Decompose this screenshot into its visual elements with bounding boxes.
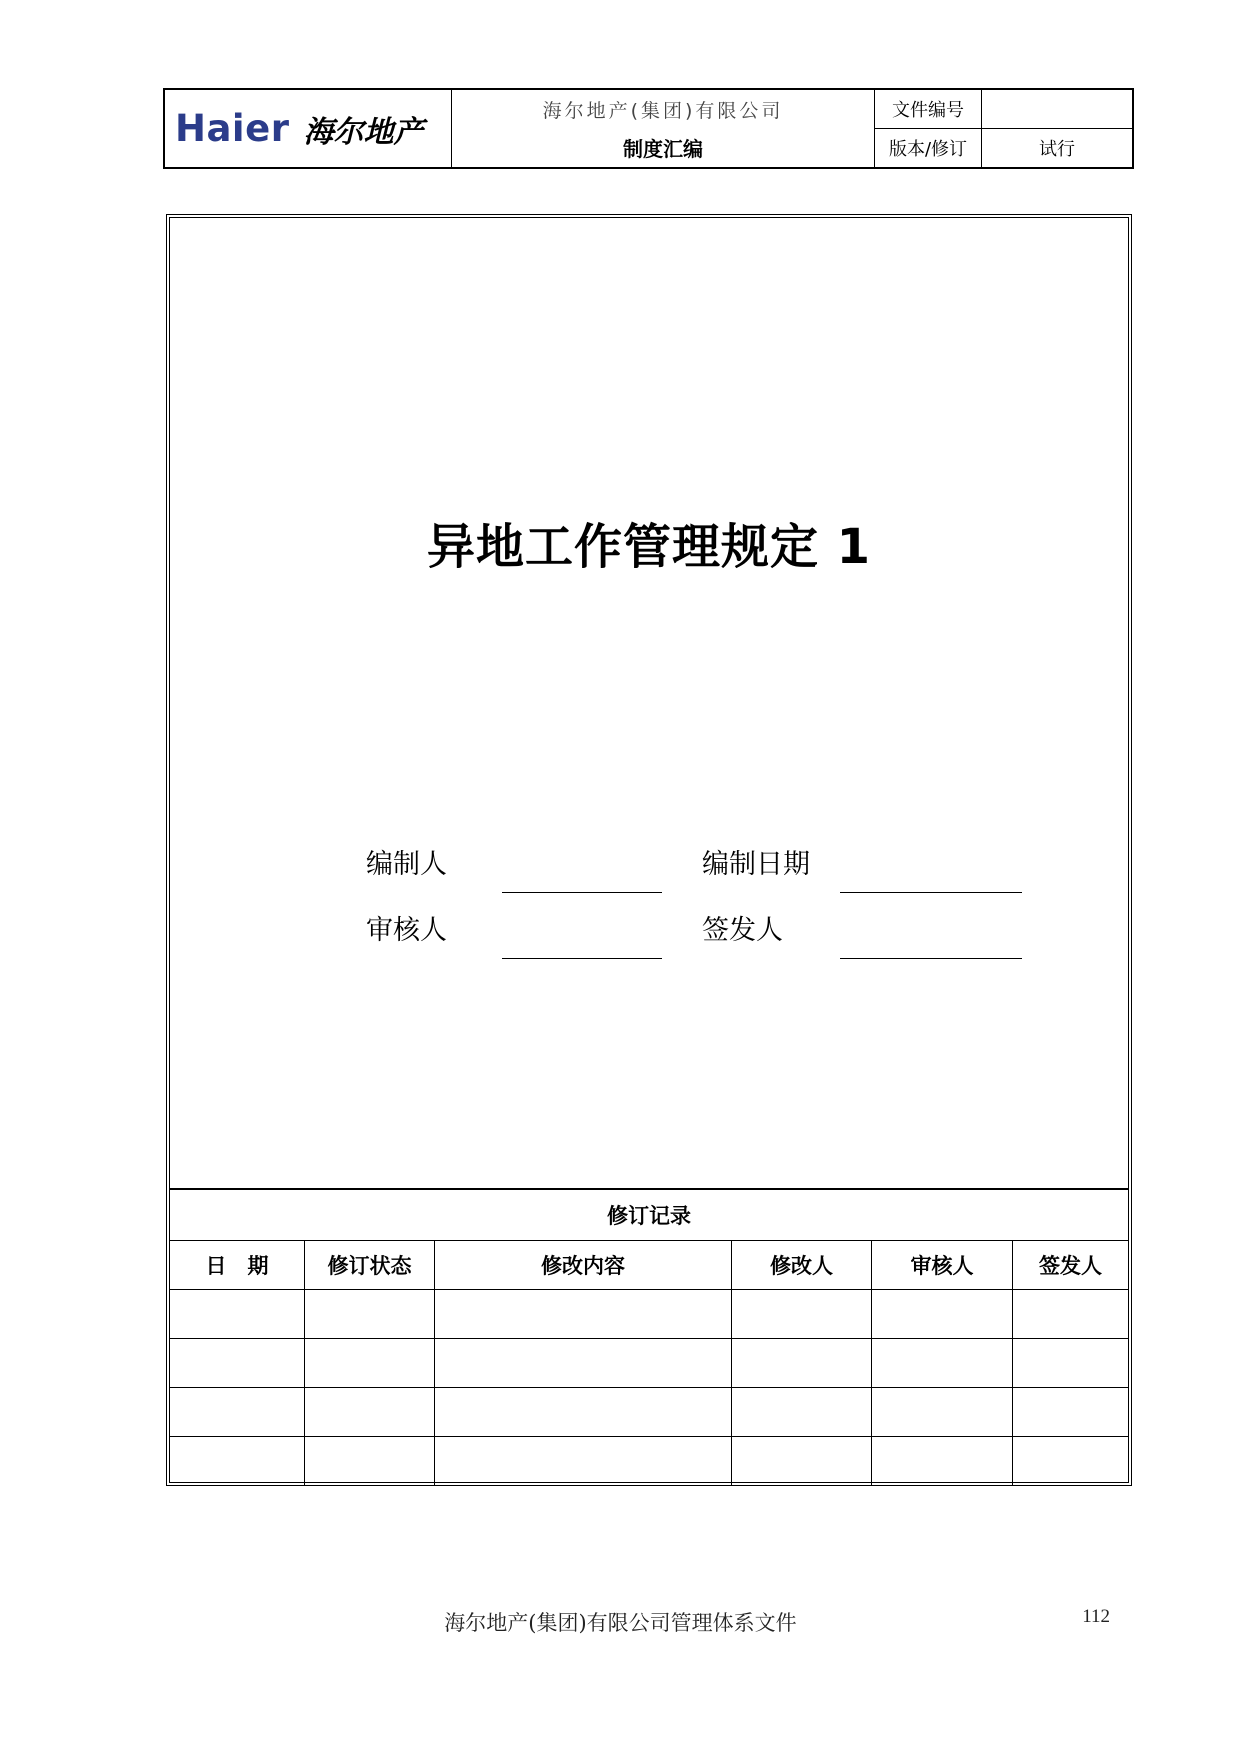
- meta-key: 版本/修订: [875, 129, 982, 167]
- column-header-change-content: 修改内容: [435, 1241, 732, 1290]
- prepared-by-label: 编制人: [366, 849, 447, 880]
- page-number: 112: [1082, 1606, 1110, 1627]
- prepared-date-line[interactable]: [840, 892, 1022, 893]
- header-meta: [875, 90, 1132, 167]
- header-subtitle: 制度汇编: [623, 136, 703, 161]
- document-header: [163, 88, 1134, 169]
- table-cell[interactable]: [305, 1290, 435, 1339]
- table-cell[interactable]: [1013, 1290, 1128, 1339]
- meta-row-version: [875, 128, 1132, 167]
- meta-value: [982, 90, 1132, 128]
- table-cell[interactable]: [305, 1388, 435, 1437]
- table-cell[interactable]: [170, 1290, 305, 1339]
- issued-by-line[interactable]: [840, 958, 1022, 959]
- revision-grid: [170, 1241, 1128, 1486]
- footer-text: 海尔地产(集团)有限公司管理体系文件: [444, 1611, 797, 1635]
- company-logo: [165, 90, 452, 167]
- column-header-date: 日 期: [170, 1241, 305, 1290]
- table-cell[interactable]: [872, 1339, 1013, 1388]
- table-cell[interactable]: [305, 1339, 435, 1388]
- table-cell[interactable]: [435, 1437, 732, 1486]
- logo-text-cn: 海尔地产: [303, 114, 424, 150]
- column-header-modifier: 修改人: [732, 1241, 872, 1290]
- logo-text-en: Haier: [175, 107, 290, 150]
- column-header-reviewer: 审核人: [872, 1241, 1013, 1290]
- table-cell[interactable]: [732, 1290, 872, 1339]
- table-cell[interactable]: [872, 1437, 1013, 1486]
- table-cell[interactable]: [170, 1339, 305, 1388]
- table-cell[interactable]: [305, 1437, 435, 1486]
- cover-frame: [166, 214, 1132, 1486]
- document-title: 异地工作管理规定 1: [426, 519, 872, 575]
- header-title-block: [452, 90, 875, 167]
- table-cell[interactable]: [435, 1290, 732, 1339]
- table-cell[interactable]: [1013, 1437, 1128, 1486]
- revision-record-table: [170, 1188, 1128, 1482]
- prepared-date-label: 编制日期: [702, 849, 810, 880]
- table-cell[interactable]: [872, 1290, 1013, 1339]
- issued-by-label: 签发人: [702, 915, 783, 946]
- column-header-issuer: 签发人: [1013, 1241, 1128, 1290]
- table-cell[interactable]: [1013, 1388, 1128, 1437]
- reviewed-by-label: 审核人: [366, 915, 447, 946]
- meta-key: 文件编号: [875, 90, 982, 128]
- table-cell[interactable]: [872, 1388, 1013, 1437]
- revision-record-title: 修订记录: [170, 1190, 1128, 1241]
- reviewed-by-line[interactable]: [502, 958, 662, 959]
- table-cell[interactable]: [732, 1339, 872, 1388]
- column-header-revision-status: 修订状态: [305, 1241, 435, 1290]
- table-cell[interactable]: [1013, 1339, 1128, 1388]
- meta-row-file-number: [875, 90, 1132, 128]
- table-cell[interactable]: [435, 1388, 732, 1437]
- prepared-by-line[interactable]: [502, 892, 662, 893]
- company-name: 海尔地产(集团)有限公司: [542, 99, 784, 122]
- table-cell[interactable]: [435, 1339, 732, 1388]
- table-cell[interactable]: [170, 1388, 305, 1437]
- meta-value: 试行: [1039, 139, 1075, 160]
- table-cell[interactable]: [732, 1437, 872, 1486]
- table-cell[interactable]: [732, 1388, 872, 1437]
- table-cell[interactable]: [170, 1437, 305, 1486]
